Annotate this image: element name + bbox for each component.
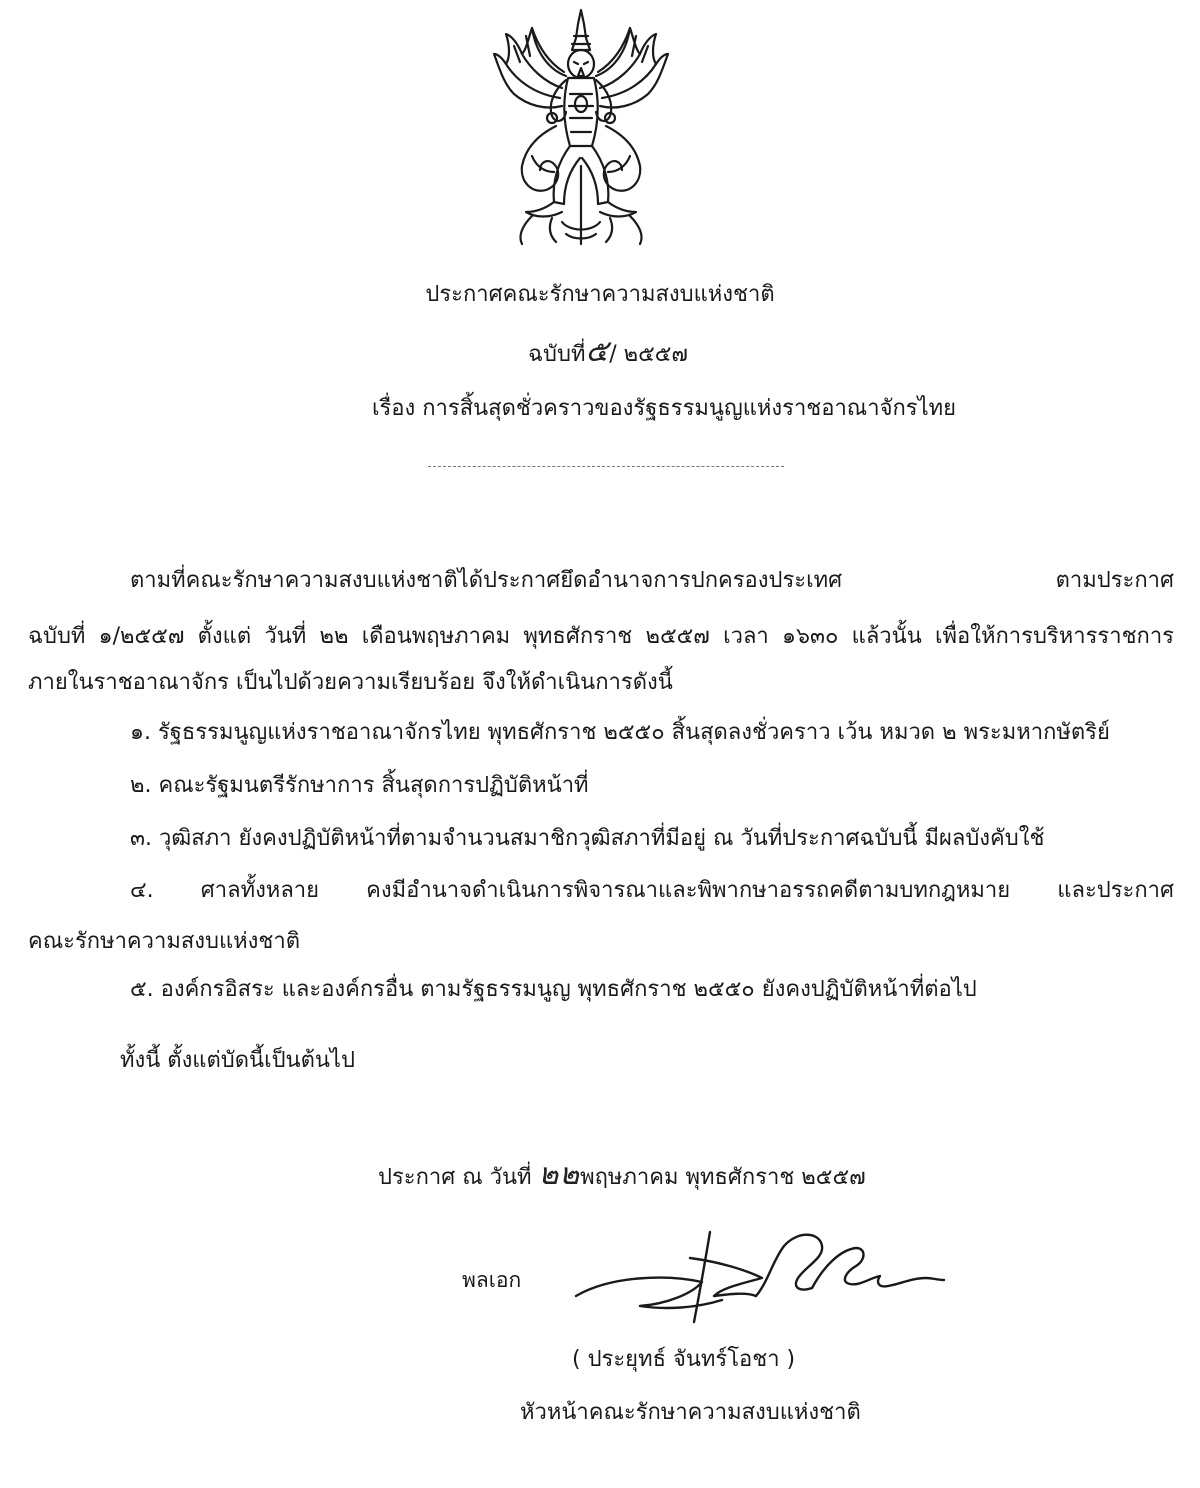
number-suffix: / ๒๕๕๗ [609, 342, 688, 367]
list-item-1: ๑. รัฐธรรมนูญแห่งราชอาณาจักรไทย พุทธศักราช ๒๕๕๐ สิ้นสุดลงชั่วคราว เว้น หมวด ๒ พระมหากษัตริย์ [130, 720, 1110, 745]
paragraph-line: ฉบับที่ ๑/๒๕๕๗ ตั้งแต่ วันที่ ๒๒ เดือนพฤษภาคม พุทธศักราช ๒๕๕๗ เวลา ๑๖๓๐ แล้วนั้น เพื่อให้การบริหารราชการ [28, 624, 1174, 649]
signer-position: หัวหน้าคณะรักษาความสงบแห่งชาติ [520, 1400, 861, 1425]
paragraph-line: ภายในราชอาณาจักร เป็นไปด้วยความเรียบร้อย จึงให้ดำเนินการดังนี้ [28, 670, 673, 695]
header-separator [428, 466, 784, 467]
announcement-date [378, 1157, 866, 1193]
closing-statement: ทั้งนี้ ตั้งแต่บัดนี้เป็นต้นไป [120, 1048, 355, 1073]
date-suffix: พฤษภาคม พุทธศักราช ๒๕๕๗ [580, 1165, 866, 1190]
list-item-4-continuation: คณะรักษาความสงบแห่งชาติ [28, 929, 300, 954]
date-day-handwritten: ๒๒ [538, 1157, 581, 1192]
signer-name: ( ประยุทธ์ จันทร์โอชา ) [572, 1347, 796, 1372]
garuda-emblem-icon [492, 6, 670, 246]
announcement-title: ประกาศคณะรักษาความสงบแห่งชาติ [425, 282, 775, 307]
announcement-number [8, 334, 1200, 370]
date-prefix: ประกาศ ณ วันที่ [378, 1165, 532, 1190]
list-item-5: ๕. องค์กรอิสระ และองค์กรอื่น ตามรัฐธรรมนูญ พุทธศักราช ๒๕๕๐ ยังคงปฏิบัติหน้าที่ต่อไป [130, 977, 977, 1002]
number-handwritten: ๕ [585, 334, 610, 369]
signer-rank: พลเอก [462, 1268, 522, 1292]
list-item-4: ๔. ศาลทั้งหลาย คงมีอำนาจดำเนินการพิจารณาและพิพากษาอรรถคดีตามบทกฎหมาย และประกาศ [130, 878, 1174, 903]
list-item-3: ๓. วุฒิสภา ยังคงปฏิบัติหน้าที่ตามจำนวนสมาชิกวุฒิสภาที่มีอยู่ ณ วันที่ประกาศฉบับนี้ มีผลบังคับใช้ [130, 826, 1045, 851]
list-item-2: ๒. คณะรัฐมนตรีรักษาการ สิ้นสุดการปฏิบัติหน้าที่ [130, 773, 589, 798]
announcement-subject: เรื่อง การสิ้นสุดชั่วคราวของรัฐธรรมนูญแห่งราชอาณาจักรไทย [371, 396, 957, 421]
handwritten-signature [570, 1222, 950, 1332]
paragraph-line: ตามที่คณะรักษาความสงบแห่งชาติได้ประกาศยึดอำนาจการปกครองประเทศ ตามประกาศ [130, 568, 1174, 593]
number-prefix: ฉบับที่ [528, 342, 586, 367]
